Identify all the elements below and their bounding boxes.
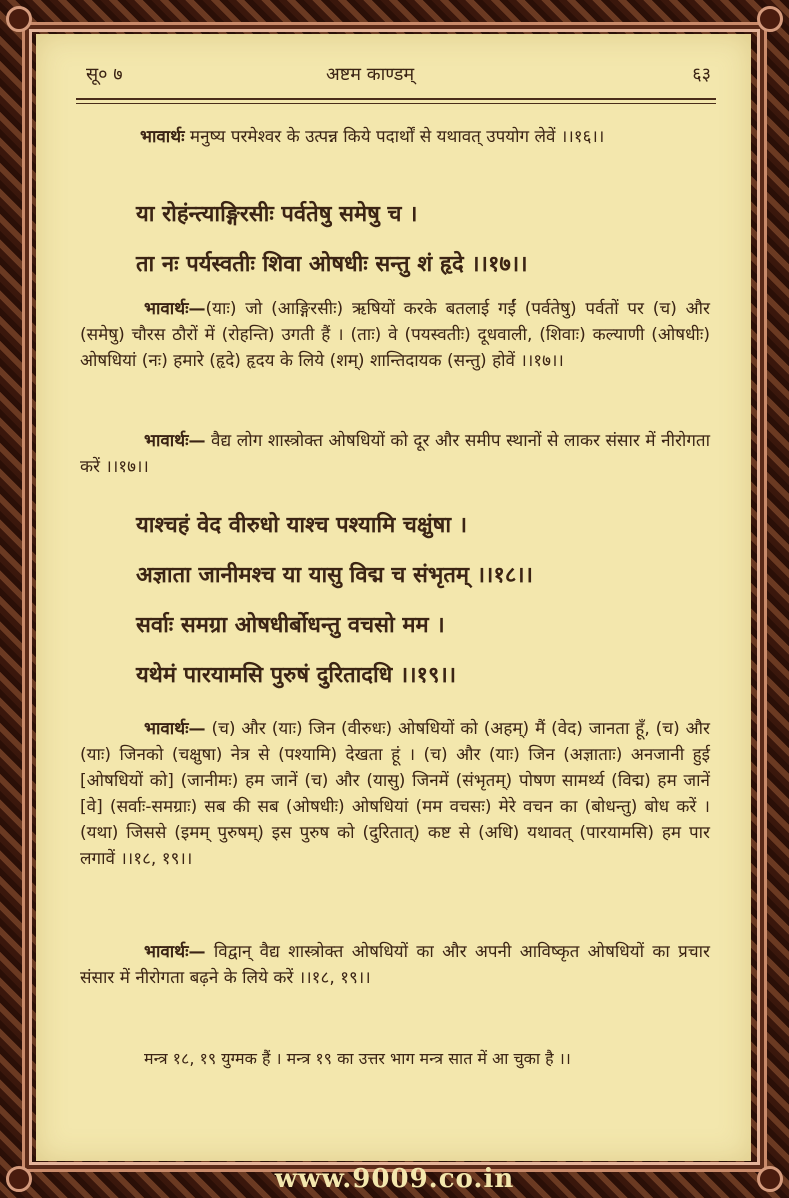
kanda-title: अष्टम काण्डम्: [326, 64, 415, 85]
verse-18-line2: अज्ञाता जानीमश्च या यासु विद्म च संभृतम् ।।१८।।: [136, 562, 533, 588]
bhavartha-text: मनुष्य परमेश्वर के उत्पन्न किये पदार्थों से यथावत् उपयोग लेवें ।।१६।।: [184, 127, 605, 147]
gloss-text: (याः) जो (आङ्गिरसीः) ऋषियों करके बतलाई गईं (पर्वतेषु) पर्वतों पर (च) और (समेषु) चौरस ठौरों में (रोहन्ति) उगती हैं । (ताः) वे (पयस्वतीः) दूधवाली, (शिवाः) कल्याणी (ओषधीः) ओषधियां (नः) हमारे (हृदे) हृदय के लिये (शम्) शान्तिदायक (सन्तु) होवें ।।१७।।: [80, 299, 710, 371]
verse-19-line1: सर्वाः समग्रा ओषधीर्बोधन्तु वचसो मम ।: [136, 612, 445, 638]
bhavartha-label: भावार्थः: [140, 127, 185, 147]
bhavartha-text: विद्वान् वैद्य शास्त्रोक्त ओषधियों का और अपनी आविष्कृत ओषधियों का प्रचार संसार में नीरोगता बढ़ने के लिये करें ।।१८, १९।।: [80, 942, 710, 988]
verse-17-line2: ता नः पर्यस्वतीः शिवा ओषधीः सन्तु शं हृदे ।।१७।।: [136, 251, 528, 277]
gloss-label: भावार्थः—: [144, 299, 206, 319]
page-number: ६३: [692, 64, 711, 85]
bhavartha-18-19: [80, 939, 710, 991]
sukta-number: सू० ७: [86, 64, 123, 85]
verse-19-line2: यथेमं पारयामसि पुरुषं दुरितादधि ।।१९।।: [136, 662, 457, 688]
verse-18-line1: याश्चहं वेद वीरुधो याश्च पश्यामि चक्षुंषा ।: [136, 512, 468, 538]
gloss-18-19: [80, 716, 710, 872]
bhavartha-label: भावार्थः—: [144, 942, 206, 962]
bhavartha-16: [80, 124, 710, 150]
header-rule: [76, 96, 716, 106]
footer-band: [0, 1160, 789, 1198]
corner-ornament-icon: [757, 6, 783, 32]
footnote: मन्त्र १८, १९ युग्मक हैं । मन्त्र १९ का उत्तर भाग मन्त्र सात में आ चुका है ।।: [144, 1049, 571, 1068]
bhavartha-17: [80, 428, 710, 480]
scripture-page: [36, 34, 751, 1161]
corner-ornament-icon: [6, 6, 32, 32]
gloss-17: [80, 296, 710, 374]
page-header: [36, 62, 751, 92]
gloss-text: (च) और (याः) जिन (वीरुधः) ओषधियों को (अहम्) मैं (वेद) जानता हूँ, (च) और (याः) जिनको (चक्षुषा) नेत्र से (पश्यामि) देखता हूं । (च) और (याः) जिन (अज्ञाताः) अनजानी हुई [ओषधियों को] (जानीमः) हम जानें (च) और (यासु) जिनमें (संभृतम्) पोषण सामर्थ्य (विद्म) हम जानें [वे] (सर्वाः-समग्राः) सब की सब (ओषधीः) ओषधियां (मम वचसः) मेरे वचन का (बोधन्तु) बोध करें । (यथा) जिससे (इमम् पुरुषम्) इस पुरुष को (दुरितात्) कष्ट से (अधि) यथावत् (पारयामसि) हम पार लगावें ।।१८, १९।।: [80, 719, 710, 869]
verse-17-line1: या रोहंन्त्याङ्गिरसीः पर्वतेषु समेषु च ।: [136, 201, 418, 227]
bhavartha-label: भावार्थः—: [144, 431, 206, 451]
bhavartha-text: वैद्य लोग शास्त्रोक्त ओषधियों को दूर और समीप स्थानों से लाकर संसार में नीरोगता करें ।।१७।।: [80, 431, 710, 477]
gloss-label: भावार्थः—: [144, 719, 206, 739]
website-url: www.9009.co.in: [274, 1164, 515, 1194]
